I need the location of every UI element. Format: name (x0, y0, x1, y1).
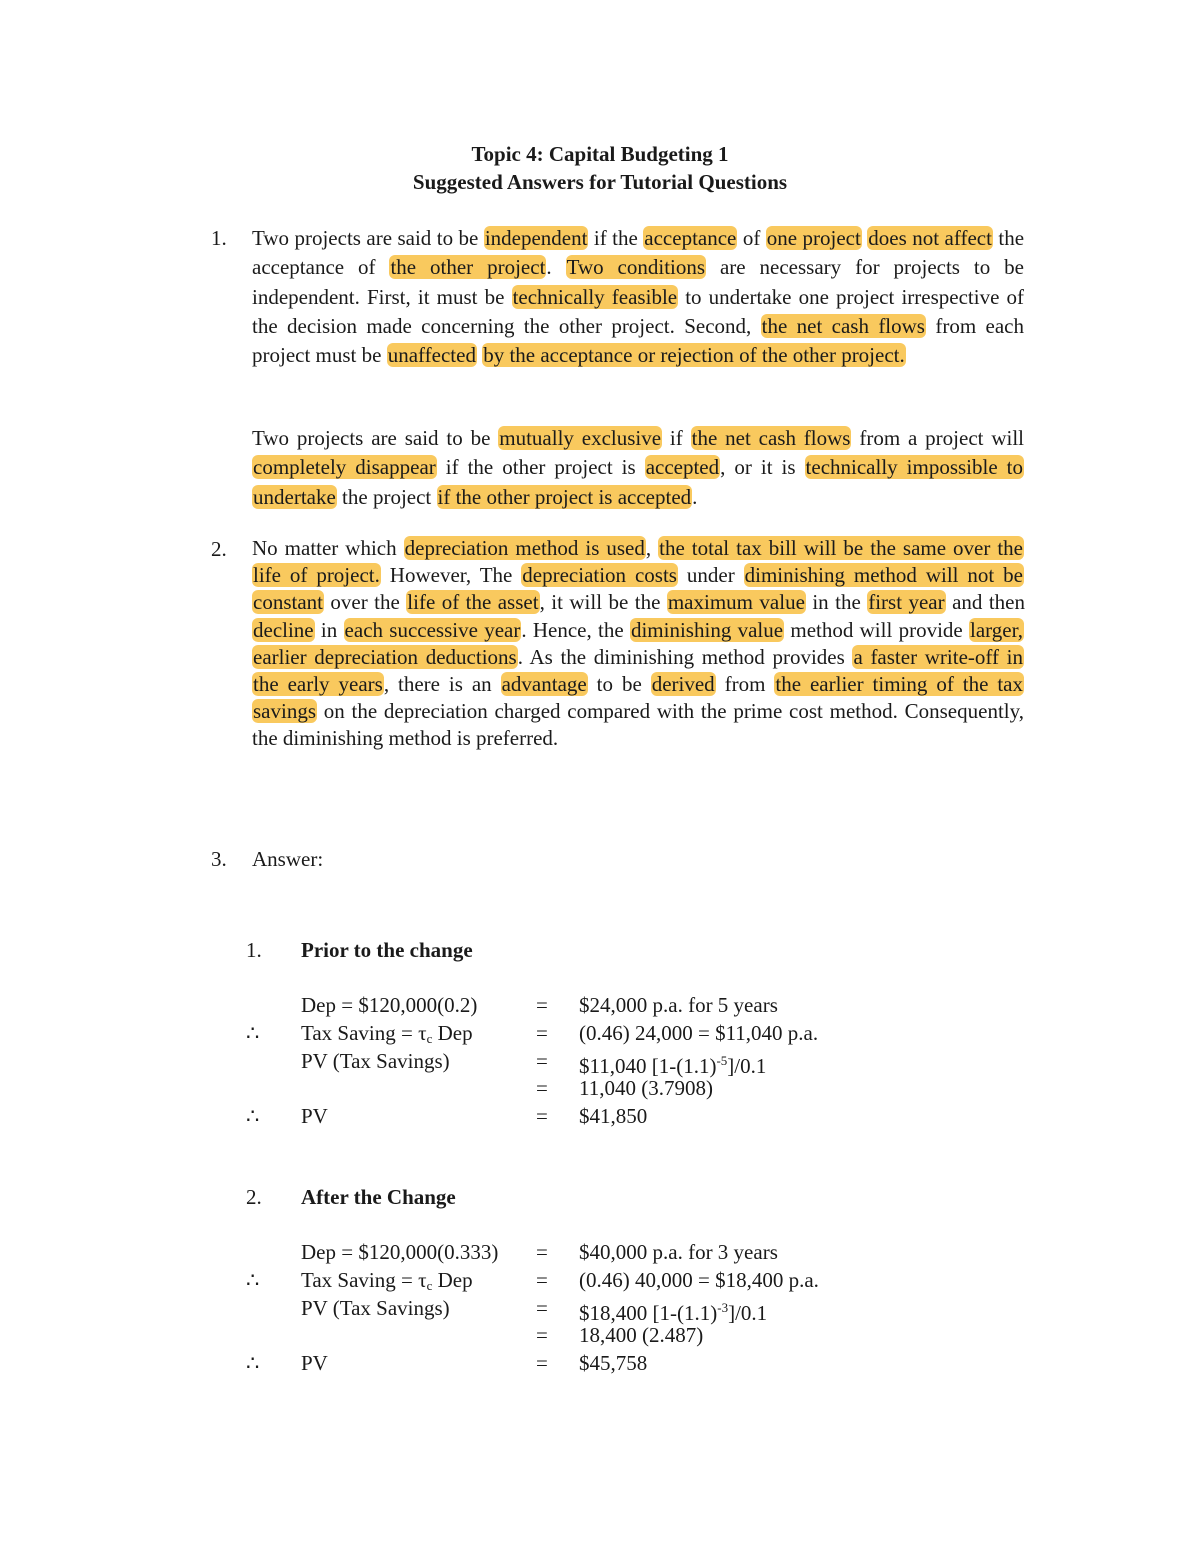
q1-paragraph-1 (252, 224, 1024, 370)
calc-rhs: (0.46) 40,000 = $18,400 p.a. (579, 1268, 819, 1292)
therefore-symbol: ∴ (246, 1104, 260, 1128)
calc-rhs: $18,400 $[1-(1.1)^{-3}]/0.1$ (579, 1300, 768, 1325)
calc-rhs: $45,758 (579, 1351, 648, 1375)
highlighted-text: unaffected (387, 343, 476, 368)
highlighted-text: decline (253, 617, 314, 642)
equals-sign: = (536, 1104, 548, 1128)
highlighted-text: completely disappear (253, 455, 436, 480)
section-title: Prior to the change (301, 938, 473, 962)
text-run: if (662, 426, 691, 450)
equals-sign: = (536, 993, 548, 1017)
calc-lhs: Tax Saving = $\tau_c$ Dep (301, 1021, 473, 1046)
text-run: , there is an (383, 672, 501, 697)
calc-row (0, 1266, 1200, 1294)
text-run: if the other project is (436, 455, 645, 480)
text-run: , it will be the (539, 590, 667, 615)
calc-rhs: 11,040 (3.7908) (579, 1076, 713, 1100)
calc-row (0, 1294, 1200, 1325)
highlighted-text: technically feasible (512, 284, 678, 309)
text-run: No matter which (252, 536, 404, 560)
highlighted-text: larger, earlier depreciation deductions (253, 617, 1023, 669)
text-run: However, The (380, 563, 522, 588)
equals-sign: = (536, 1076, 548, 1100)
text-run: from (715, 672, 775, 697)
section-title: After the Change (301, 1185, 456, 1209)
highlighted-text: accepted (645, 455, 720, 480)
calc-row (0, 1074, 1200, 1102)
calc-rhs: $41,850 (579, 1104, 648, 1128)
highlighted-text: the earlier timing of the tax savings (253, 672, 1023, 724)
equals-sign: = (536, 1240, 548, 1264)
highlighted-text: one project (766, 226, 861, 250)
equals-sign: = (536, 1296, 548, 1320)
equals-sign: = (536, 1268, 548, 1292)
highlighted-text: mutually exclusive (499, 426, 662, 450)
equals-sign: = (536, 1351, 548, 1375)
calc-row (0, 1238, 1200, 1266)
text-run: . Hence, the (521, 617, 630, 642)
highlighted-text: the total tax bill will be the same over the life of project. (253, 536, 1024, 588)
calc-lhs: PV (301, 1104, 328, 1128)
highlighted-text: advantage (501, 672, 587, 697)
text-run: and then (945, 590, 1025, 615)
equals-sign: = (536, 1049, 548, 1073)
calc-row (0, 1047, 1200, 1078)
calc-lhs: PV (Tax Savings) (301, 1296, 450, 1320)
equals-sign: = (536, 1021, 548, 1045)
highlighted-text: if the other project is accepted (437, 484, 692, 509)
equals-sign: = (536, 1323, 548, 1347)
highlighted-text: the net cash flows (691, 426, 851, 450)
text-run: the acceptance of (252, 226, 1025, 280)
highlighted-text: a faster write-off in the early years (253, 644, 1023, 697)
calc-rhs: $24,000 p.a. for 5 years (579, 993, 778, 1017)
text-run: of (737, 226, 766, 250)
highlighted-text: derived (651, 672, 715, 697)
question-number: 1. (211, 226, 227, 250)
text-run: . As the diminishing method provides (517, 644, 853, 669)
highlighted-text: diminishing value (630, 617, 784, 642)
q2-paragraph (252, 535, 1024, 753)
text-run: Two projects are said to be (252, 226, 484, 250)
document-header (0, 140, 1200, 196)
calc-row (0, 991, 1200, 1019)
text-run: , or it is (720, 455, 805, 480)
therefore-symbol: ∴ (246, 1268, 260, 1292)
calc-lhs: PV (301, 1351, 328, 1375)
therefore-symbol: ∴ (246, 1351, 260, 1375)
highlighted-text: Two conditions (566, 255, 706, 280)
text-run: , (645, 536, 659, 560)
calc-lhs: Dep = $120,000(0.333) (301, 1240, 499, 1264)
highlighted-text: by the acceptance or rejection of the other project. (483, 343, 905, 368)
highlighted-text: diminishing method will not be constant (253, 563, 1023, 615)
text-run: . (546, 255, 566, 280)
highlighted-text: depreciation method is used (404, 536, 645, 560)
q3-answer-label: Answer: (252, 847, 324, 871)
highlighted-text: each successive year (344, 617, 521, 642)
highlighted-text: life of the asset (407, 590, 539, 615)
q1-paragraph-2 (252, 424, 1024, 512)
highlighted-text: acceptance (644, 226, 737, 250)
text-run: in the (805, 590, 868, 615)
calc-rhs: 18,400 (2.487) (579, 1323, 704, 1347)
highlighted-text: first year (868, 590, 945, 615)
calc-rhs: $40,000 p.a. for 3 years (579, 1240, 778, 1264)
calc-row (0, 1349, 1200, 1377)
text-run: over the (323, 590, 407, 615)
section-number: 2. (246, 1185, 262, 1209)
page-title: Topic 4: Capital Budgeting 1 (471, 142, 729, 166)
section-number: 1. (246, 938, 262, 962)
text-run: the project (336, 484, 437, 509)
highlighted-text: maximum value (667, 590, 805, 615)
highlighted-text: technically impossible to undertake (253, 455, 1023, 509)
text-run: are necessary for projects to be independent. First, it must be (252, 255, 1024, 309)
highlighted-text: the net cash flows (761, 313, 925, 338)
calc-rhs: $11,040 $[1-(1.1)^{-5}]/0.1$ (579, 1053, 767, 1078)
text-run: on the depreciation charged compared with the prime cost method. Consequently, the diminishing method is preferred. (252, 699, 1024, 751)
calc-lhs: Dep = $120,000(0.2) (301, 993, 478, 1017)
therefore-symbol: ∴ (246, 1021, 260, 1045)
question-number: 2. (211, 537, 227, 561)
text-run: Two projects are said to be (252, 426, 499, 450)
question-number: 3. (211, 847, 227, 871)
highlighted-text: depreciation costs (522, 563, 677, 588)
calc-row (0, 1102, 1200, 1130)
calc-lhs: Tax Saving = $\tau_c$ Dep (301, 1268, 473, 1293)
calc-rhs: (0.46) 24,000 = $11,040 p.a. (579, 1021, 819, 1045)
text-run: from each project must be (252, 313, 1024, 368)
calc-lhs: PV (Tax Savings) (301, 1049, 450, 1073)
page-subtitle: Suggested Answers for Tutorial Questions (412, 170, 788, 194)
text-run: . (692, 484, 698, 509)
text-run: under (677, 563, 744, 588)
text-run: in (314, 617, 344, 642)
text-run: to undertake one project irrespective of the decision made concerning the other project. Second, (252, 284, 1024, 338)
calc-row (0, 1321, 1200, 1349)
text-run: method will provide (784, 617, 969, 642)
text-run: to be (587, 672, 651, 697)
highlighted-text: the other project (390, 255, 546, 280)
text-run: if the (588, 226, 644, 250)
text-run: from a project will (851, 426, 1025, 450)
calc-row (0, 1019, 1200, 1047)
highlighted-text: does not affect (868, 226, 992, 250)
highlighted-text: independent (484, 226, 588, 250)
